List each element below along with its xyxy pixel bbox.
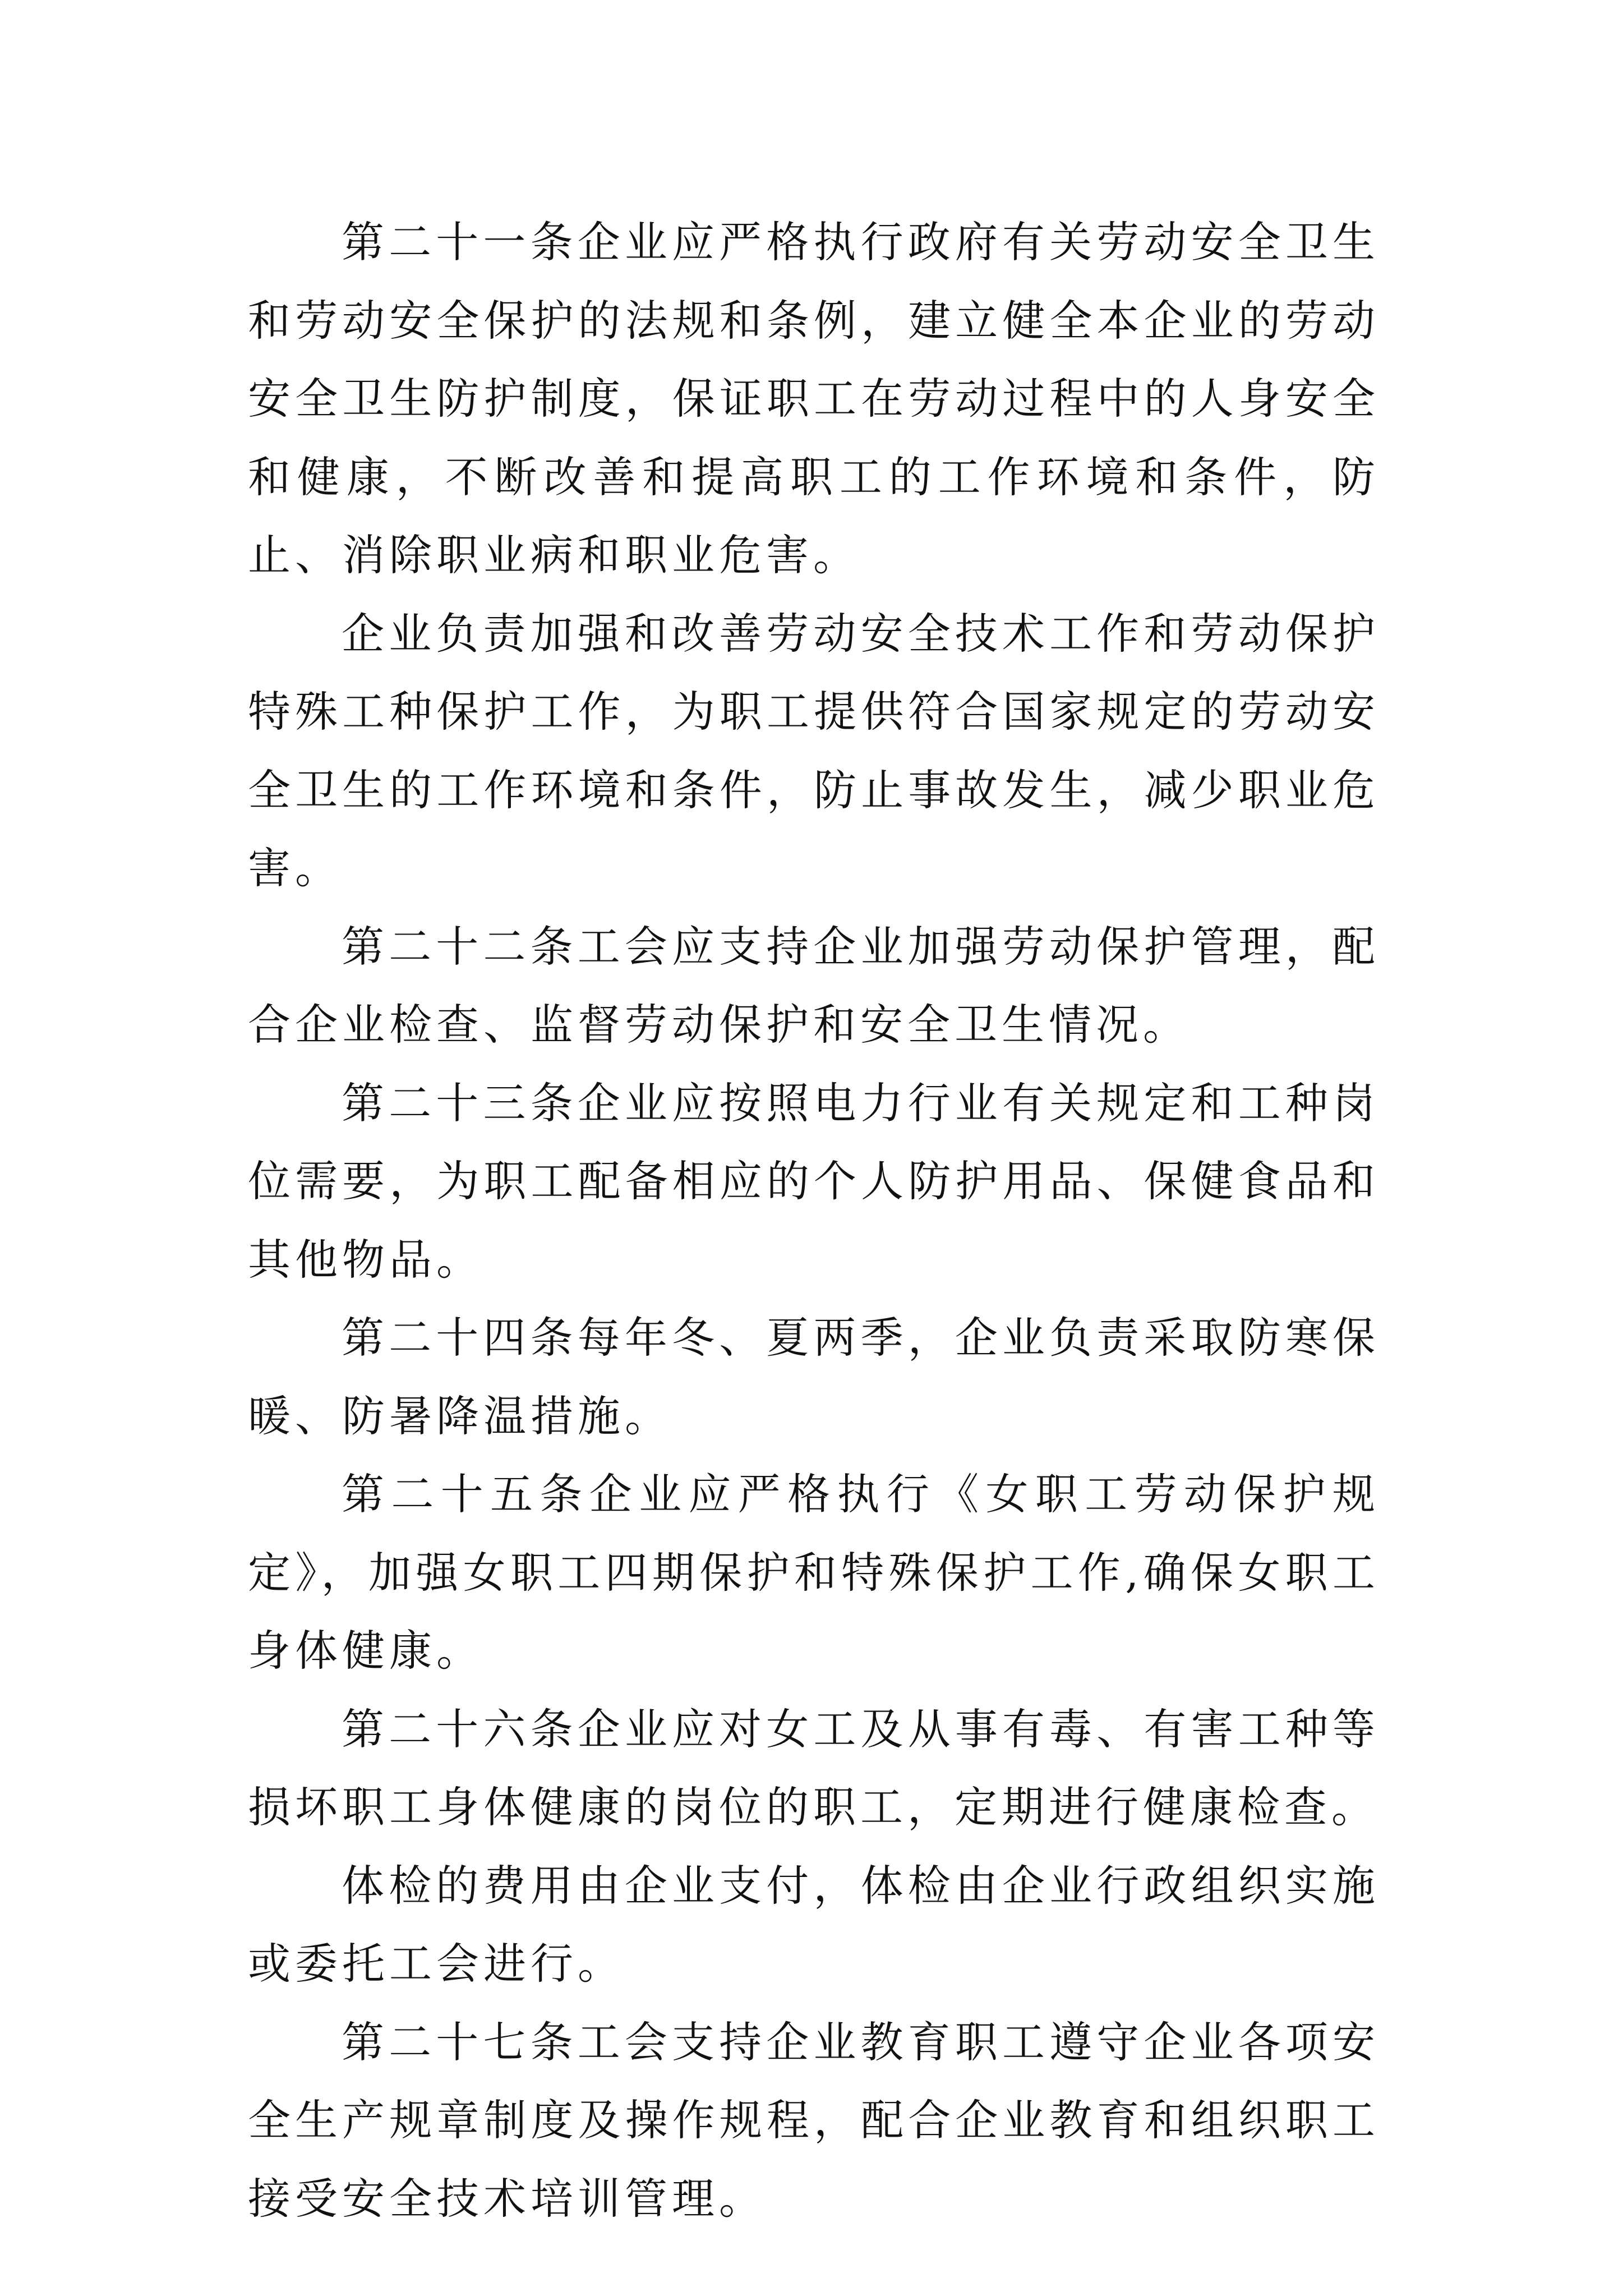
paragraph-article-26: 第二十六条企业应对女工及从事有毒、有害工种等损坏职工身体健康的岗位的职工，定期进行健康检查。 [248,1704,1380,1832]
paragraph-article-24: 第二十四条每年冬、夏两季，企业负责采取防寒保暖、防暑降温措施。 [248,1313,1380,1441]
paragraph-article-21-safety-work: 企业负责加强和改善劳动安全技术工作和劳动保护特殊工种保护工作，为职工提供符合国家规定的劳动安全卫生的工作环境和条件，防止事故发生，减少职业危害。 [248,608,1380,893]
document-body [248,203,1380,2238]
paragraph-article-26-exam-costs: 体检的费用由企业支付，体检由企业行政组织实施或委托工会进行。 [248,1860,1380,1989]
paragraph-article-27: 第二十七条工会支持企业教育职工遵守企业各项安全生产规章制度及操作规程，配合企业教育和组织职工接受安全技术培训管理。 [248,2017,1380,2224]
paragraph-article-25: 第二十五条企业应严格执行《女职工劳动保护规定》，加强女职工四期保护和特殊保护工作,确保女职工身体健康。 [248,1469,1380,1676]
paragraph-article-22: 第二十二条工会应支持企业加强劳动保护管理，配合企业检查、监督劳动保护和安全卫生情况。 [248,921,1380,1050]
paragraph-article-23: 第二十三条企业应按照电力行业有关规定和工种岗位需要，为职工配备相应的个人防护用品、保健食品和其他物品。 [248,1078,1380,1285]
paragraph-article-21: 第二十一条企业应严格执行政府有关劳动安全卫生和劳动安全保护的法规和条例，建立健全本企业的劳动安全卫生防护制度，保证职工在劳动过程中的人身安全和健康，不断改善和提高职工的工作环境和条件，防止、消除职业病和职业危害。 [248,217,1380,580]
